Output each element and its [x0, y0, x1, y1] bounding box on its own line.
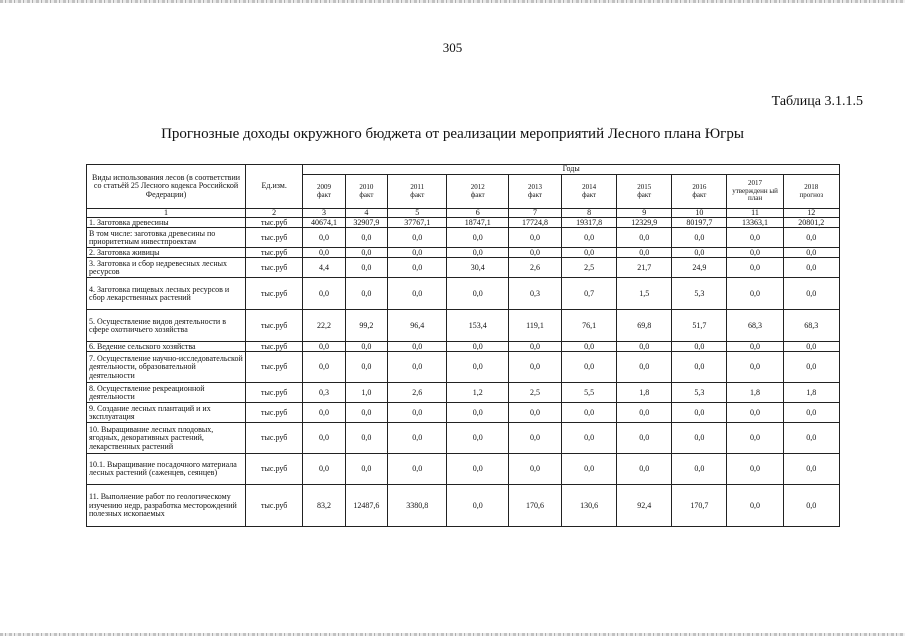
- header-year-value: 2014: [582, 182, 597, 191]
- row-value-2009: 0,0: [303, 278, 345, 310]
- row-value-2016: 80197,7: [672, 218, 727, 228]
- header-year-status: факт: [637, 190, 652, 199]
- row-value-2016: 0,0: [672, 352, 727, 383]
- row-value-2013: 0,0: [508, 342, 561, 352]
- row-value-2010: 0,0: [345, 228, 387, 248]
- row-value-2014: 0,0: [562, 403, 617, 423]
- row-value-2009: 22,2: [303, 310, 345, 342]
- table-row: [87, 454, 840, 485]
- row-value-2010: 0,0: [345, 248, 387, 258]
- row-unit: тыс.руб: [246, 485, 303, 527]
- row-value-2012: 0,0: [447, 485, 509, 527]
- header-year-status: факт: [359, 190, 374, 199]
- row-unit: тыс.руб: [246, 278, 303, 310]
- row-value-2013: 0,3: [508, 278, 561, 310]
- column-number-cell: 4: [345, 209, 387, 218]
- header-year-2016: [672, 175, 727, 209]
- row-activity-name: 5. Осуществление видов деятельности в сфере охотничьего хозяйства: [87, 310, 246, 342]
- row-value-2016: 5,3: [672, 383, 727, 403]
- row-value-2011: 0,0: [388, 352, 447, 383]
- row-value-2012: 18747,1: [447, 218, 509, 228]
- row-value-2012: 0,0: [447, 423, 509, 454]
- header-year-value: 2010: [359, 182, 374, 191]
- table-row: [87, 310, 840, 342]
- row-value-2011: 0,0: [388, 228, 447, 248]
- header-year-status: факт: [527, 190, 542, 199]
- table-row: [87, 383, 840, 403]
- row-value-2018: 0,0: [783, 352, 839, 383]
- row-value-2016: 0,0: [672, 454, 727, 485]
- row-value-2011: 0,0: [388, 342, 447, 352]
- row-unit: тыс.руб: [246, 342, 303, 352]
- header-row-top: [87, 165, 840, 175]
- row-value-2013: 2,5: [508, 383, 561, 403]
- row-value-2011: 96,4: [388, 310, 447, 342]
- column-number-cell: 1: [87, 209, 246, 218]
- column-number-cell: 11: [727, 209, 783, 218]
- row-value-2017: 0,0: [727, 228, 783, 248]
- row-value-2017: 0,0: [727, 423, 783, 454]
- document-title: Прогнозные доходы окружного бюджета от реализации мероприятий Лесного плана Югры: [161, 126, 744, 142]
- header-year-2011: [388, 175, 447, 209]
- row-value-2014: 76,1: [562, 310, 617, 342]
- row-value-2011: 2,6: [388, 383, 447, 403]
- header-year-value: 2013: [527, 182, 542, 191]
- row-value-2016: 0,0: [672, 228, 727, 248]
- header-year-2018: [783, 175, 839, 209]
- row-value-2009: 0,0: [303, 454, 345, 485]
- row-value-2009: 0,0: [303, 248, 345, 258]
- row-activity-name: 6. Ведение сельского хозяйства: [87, 342, 246, 352]
- row-activity-name: 9. Создание лесных плантаций и их эксплуатация: [87, 403, 246, 423]
- row-value-2015: 1,5: [617, 278, 672, 310]
- table-body: [87, 209, 840, 527]
- table-row: [87, 248, 840, 258]
- row-activity-name: 4. Заготовка пищевых лесных ресурсов и сбор лекарственных растений: [87, 278, 246, 310]
- header-year-value: 2015: [637, 182, 652, 191]
- row-value-2017: 0,0: [727, 352, 783, 383]
- row-unit: тыс.руб: [246, 403, 303, 423]
- row-value-2012: 0,0: [447, 454, 509, 485]
- row-value-2009: 0,0: [303, 352, 345, 383]
- row-value-2017: 0,0: [727, 342, 783, 352]
- row-value-2014: 19317,8: [562, 218, 617, 228]
- row-value-2013: 0,0: [508, 454, 561, 485]
- header-year-value: 2009: [317, 182, 331, 191]
- row-activity-name: 10. Выращивание лесных плодовых, ягодных, декоративных растений, лекарственных растений: [87, 423, 246, 454]
- table-row: [87, 352, 840, 383]
- row-value-2018: 1,8: [783, 383, 839, 403]
- table-row: [87, 403, 840, 423]
- row-value-2011: 37767,1: [388, 218, 447, 228]
- header-year-status: прогноз: [799, 190, 824, 199]
- row-value-2012: 153,4: [447, 310, 509, 342]
- row-value-2015: 0,0: [617, 342, 672, 352]
- row-value-2014: 5,5: [562, 383, 617, 403]
- row-value-2013: 0,0: [508, 248, 561, 258]
- row-value-2011: 3380,8: [388, 485, 447, 527]
- row-value-2012: 1,2: [447, 383, 509, 403]
- row-value-2010: 0,0: [345, 454, 387, 485]
- row-value-2011: 0,0: [388, 403, 447, 423]
- table-row: [87, 278, 840, 310]
- row-value-2018: 0,0: [783, 258, 839, 278]
- row-value-2017: 68,3: [727, 310, 783, 342]
- column-number-cell: 12: [783, 209, 839, 218]
- row-value-2011: 0,0: [388, 258, 447, 278]
- row-value-2013: 0,0: [508, 403, 561, 423]
- header-year-value: 2017: [748, 178, 763, 187]
- row-value-2016: 0,0: [672, 342, 727, 352]
- row-value-2013: 17724,8: [508, 218, 561, 228]
- row-value-2015: 0,0: [617, 454, 672, 485]
- row-value-2014: 2,5: [562, 258, 617, 278]
- row-value-2016: 0,0: [672, 248, 727, 258]
- header-year-2017: [727, 175, 783, 209]
- row-unit: тыс.руб: [246, 218, 303, 228]
- row-value-2012: 0,0: [447, 352, 509, 383]
- row-value-2015: 0,0: [617, 352, 672, 383]
- row-value-2012: 0,0: [447, 342, 509, 352]
- header-year-value: 2011: [410, 182, 425, 191]
- row-activity-name: 10.1. Выращивание посадочного материала лесных растений (саженцев, сеянцев): [87, 454, 246, 485]
- row-value-2018: 0,0: [783, 454, 839, 485]
- column-number-cell: 7: [508, 209, 561, 218]
- row-value-2016: 24,9: [672, 258, 727, 278]
- row-unit: тыс.руб: [246, 352, 303, 383]
- header-year-status: факт: [692, 190, 707, 199]
- row-value-2014: 0,0: [562, 423, 617, 454]
- header-year-status: факт: [582, 190, 597, 199]
- row-value-2009: 0,0: [303, 342, 345, 352]
- header-year-2012: [447, 175, 509, 209]
- header-year-value: 2016: [692, 182, 707, 191]
- column-number-cell: 6: [447, 209, 509, 218]
- row-value-2011: 0,0: [388, 278, 447, 310]
- row-activity-name: 2. Заготовка живицы: [87, 248, 246, 258]
- row-activity-name: 8. Осуществление рекреационной деятельности: [87, 383, 246, 403]
- header-year-2014: [562, 175, 617, 209]
- row-value-2018: 0,0: [783, 228, 839, 248]
- header-year-2015: [617, 175, 672, 209]
- row-value-2015: 0,0: [617, 403, 672, 423]
- row-value-2014: 0,0: [562, 352, 617, 383]
- row-value-2009: 0,0: [303, 228, 345, 248]
- row-value-2009: 0,3: [303, 383, 345, 403]
- row-value-2013: 0,0: [508, 352, 561, 383]
- row-value-2010: 0,0: [345, 352, 387, 383]
- row-value-2015: 0,0: [617, 248, 672, 258]
- row-value-2009: 83,2: [303, 485, 345, 527]
- row-value-2010: 0,0: [345, 278, 387, 310]
- row-value-2016: 0,0: [672, 403, 727, 423]
- row-value-2014: 0,0: [562, 248, 617, 258]
- row-value-2015: 92,4: [617, 485, 672, 527]
- row-value-2016: 51,7: [672, 310, 727, 342]
- row-value-2018: 0,0: [783, 485, 839, 527]
- row-value-2014: 0,7: [562, 278, 617, 310]
- row-value-2010: 32907,9: [345, 218, 387, 228]
- row-value-2018: 0,0: [783, 423, 839, 454]
- row-value-2009: 4,4: [303, 258, 345, 278]
- row-value-2015: 12329,9: [617, 218, 672, 228]
- row-activity-name: В том числе: заготовка древесины по приоритетным инвестпроектам: [87, 228, 246, 248]
- row-value-2012: 0,0: [447, 403, 509, 423]
- row-value-2009: 0,0: [303, 403, 345, 423]
- row-unit: тыс.руб: [246, 248, 303, 258]
- row-value-2015: 69,8: [617, 310, 672, 342]
- column-number-cell: 3: [303, 209, 345, 218]
- scan-edge-top: [0, 0, 905, 3]
- row-value-2015: 0,0: [617, 228, 672, 248]
- row-value-2012: 0,0: [447, 278, 509, 310]
- header-year-status: факт: [470, 190, 485, 199]
- row-value-2018: 0,0: [783, 342, 839, 352]
- row-value-2009: 0,0: [303, 423, 345, 454]
- table-row: [87, 258, 840, 278]
- header-year-2009: [303, 175, 345, 209]
- row-value-2012: 0,0: [447, 228, 509, 248]
- row-value-2015: 0,0: [617, 423, 672, 454]
- header-year-value: 2012: [470, 182, 485, 191]
- table-row: [87, 342, 840, 352]
- row-value-2017: 0,0: [727, 454, 783, 485]
- table-row: [87, 228, 840, 248]
- header-unit-column: Ед.изм.: [246, 165, 303, 209]
- row-value-2013: 2,6: [508, 258, 561, 278]
- header-year-value: 2018: [804, 182, 819, 191]
- row-value-2016: 5,3: [672, 278, 727, 310]
- page-number: 305: [442, 40, 463, 55]
- row-unit: тыс.руб: [246, 228, 303, 248]
- row-value-2010: 0,0: [345, 423, 387, 454]
- row-value-2013: 119,1: [508, 310, 561, 342]
- row-value-2014: 130,6: [562, 485, 617, 527]
- row-value-2018: 0,0: [783, 278, 839, 310]
- row-value-2009: 40674,1: [303, 218, 345, 228]
- forecast-revenue-table: [86, 164, 840, 527]
- row-activity-name: 7. Осуществление научно-исследовательской деятельности, образовательной деятельности: [87, 352, 246, 383]
- row-value-2013: 0,0: [508, 423, 561, 454]
- row-unit: тыс.руб: [246, 383, 303, 403]
- table-row: [87, 485, 840, 527]
- column-numbers-row: [87, 209, 840, 218]
- row-value-2017: 0,0: [727, 485, 783, 527]
- table-label: Таблица 3.1.1.5: [771, 94, 863, 109]
- row-value-2013: 0,0: [508, 228, 561, 248]
- header-year-status: утвержденн ый план: [732, 186, 778, 203]
- row-value-2013: 170,6: [508, 485, 561, 527]
- row-value-2018: 0,0: [783, 403, 839, 423]
- row-unit: тыс.руб: [246, 454, 303, 485]
- row-value-2017: 0,0: [727, 403, 783, 423]
- row-value-2017: 0,0: [727, 248, 783, 258]
- header-year-status: факт: [410, 190, 425, 199]
- column-number-cell: 8: [562, 209, 617, 218]
- header-years-group: Годы: [303, 165, 840, 175]
- row-value-2017: 13363,1: [727, 218, 783, 228]
- row-value-2014: 0,0: [562, 228, 617, 248]
- table-row: [87, 218, 840, 228]
- row-value-2011: 0,0: [388, 454, 447, 485]
- row-value-2010: 1,0: [345, 383, 387, 403]
- header-year-status: факт: [316, 190, 331, 199]
- row-value-2014: 0,0: [562, 454, 617, 485]
- row-value-2018: 20801,2: [783, 218, 839, 228]
- row-value-2015: 1,8: [617, 383, 672, 403]
- row-value-2011: 0,0: [388, 423, 447, 454]
- header-type-column: Виды использования лесов (в соответствии со статьёй 25 Лесного кодекса Российской Федерации): [87, 165, 246, 209]
- row-value-2010: 99,2: [345, 310, 387, 342]
- column-number-cell: 9: [617, 209, 672, 218]
- row-activity-name: 11. Выполнение работ по геологическому изучению недр, разработка месторождений полезных ископаемых: [87, 485, 246, 527]
- row-unit: тыс.руб: [246, 310, 303, 342]
- scan-edge-bottom: [0, 633, 905, 636]
- row-value-2010: 12487,6: [345, 485, 387, 527]
- row-value-2016: 0,0: [672, 423, 727, 454]
- row-value-2016: 170,7: [672, 485, 727, 527]
- row-value-2010: 0,0: [345, 342, 387, 352]
- row-value-2018: 68,3: [783, 310, 839, 342]
- column-number-cell: 2: [246, 209, 303, 218]
- row-activity-name: 3. Заготовка и сбор недревесных лесных ресурсов: [87, 258, 246, 278]
- table-row: [87, 423, 840, 454]
- row-unit: тыс.руб: [246, 423, 303, 454]
- row-value-2010: 0,0: [345, 403, 387, 423]
- row-value-2012: 0,0: [447, 248, 509, 258]
- row-value-2017: 0,0: [727, 258, 783, 278]
- row-value-2014: 0,0: [562, 342, 617, 352]
- column-number-cell: 5: [388, 209, 447, 218]
- column-number-cell: 10: [672, 209, 727, 218]
- row-unit: тыс.руб: [246, 258, 303, 278]
- header-year-2013: [508, 175, 561, 209]
- row-value-2012: 30,4: [447, 258, 509, 278]
- row-activity-name: 1. Заготовка древесины: [87, 218, 246, 228]
- row-value-2017: 1,8: [727, 383, 783, 403]
- header-year-2010: [345, 175, 387, 209]
- row-value-2015: 21,7: [617, 258, 672, 278]
- row-value-2010: 0,0: [345, 258, 387, 278]
- row-value-2011: 0,0: [388, 248, 447, 258]
- row-value-2018: 0,0: [783, 248, 839, 258]
- row-value-2017: 0,0: [727, 278, 783, 310]
